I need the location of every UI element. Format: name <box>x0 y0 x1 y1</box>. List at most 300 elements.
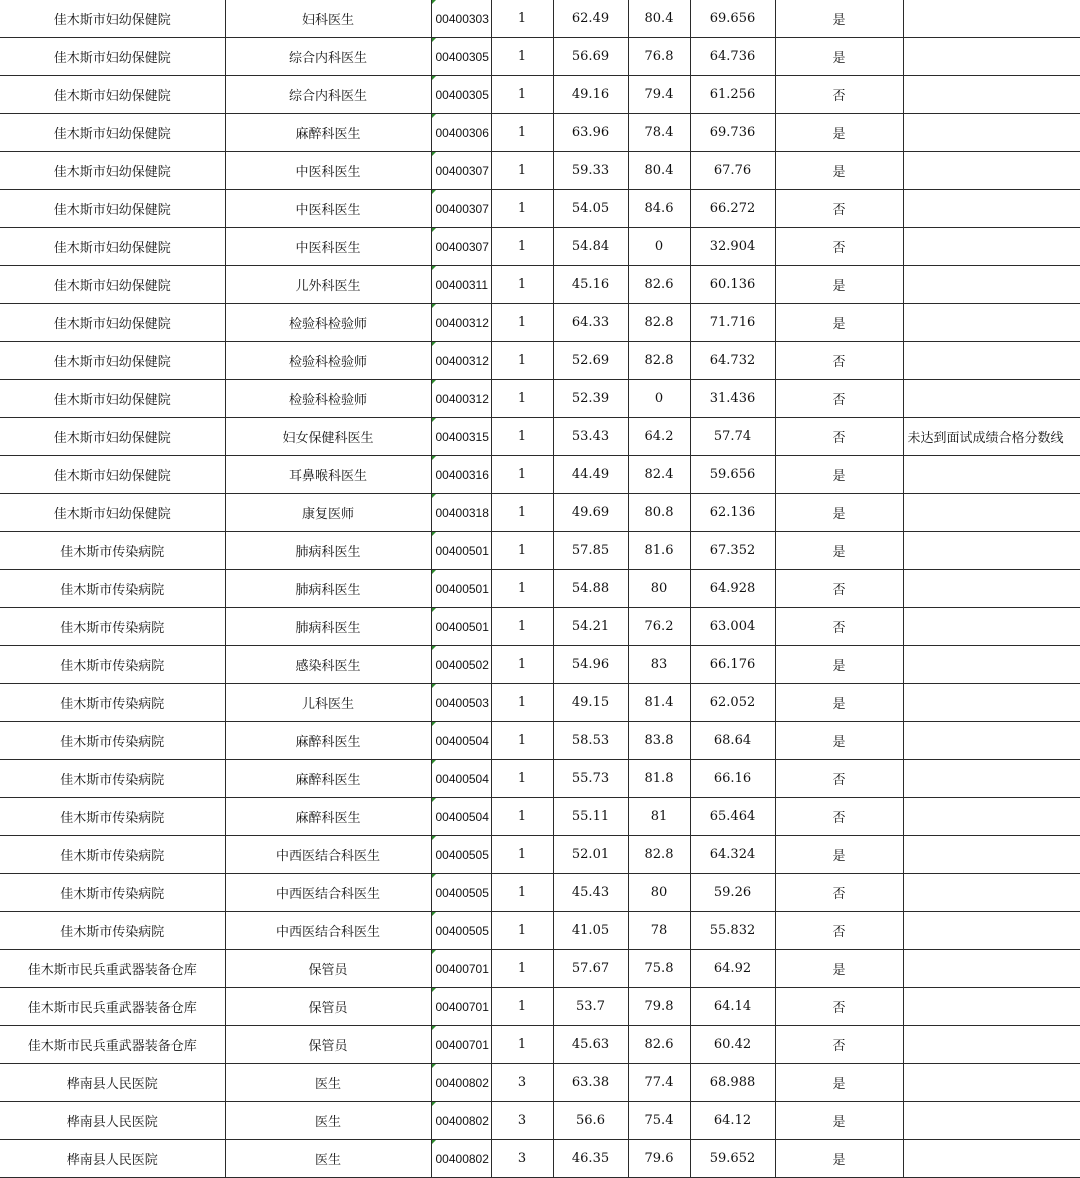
written-score-cell[interactable]: 45.43 <box>553 874 628 912</box>
position-code-cell[interactable]: 00400305 <box>431 38 491 76</box>
remarks-cell[interactable] <box>903 950 1080 988</box>
total-score-cell[interactable]: 63.004 <box>690 608 775 646</box>
enters-physical-exam-cell[interactable]: 是 <box>775 684 903 722</box>
written-score-cell[interactable]: 46.35 <box>553 1140 628 1178</box>
employer-cell[interactable]: 佳木斯市民兵重武器装备仓库 <box>0 1026 225 1064</box>
position-code-cell[interactable]: 00400501 <box>431 608 491 646</box>
enters-physical-exam-cell[interactable]: 是 <box>775 38 903 76</box>
written-score-cell[interactable]: 52.39 <box>553 380 628 418</box>
employer-cell[interactable]: 佳木斯市妇幼保健院 <box>0 228 225 266</box>
quota-cell[interactable]: 1 <box>491 798 553 836</box>
total-score-cell[interactable]: 60.42 <box>690 1026 775 1064</box>
enters-physical-exam-cell[interactable]: 是 <box>775 836 903 874</box>
position-cell[interactable]: 妇女保健科医生 <box>225 418 431 456</box>
quota-cell[interactable]: 1 <box>491 874 553 912</box>
total-score-cell[interactable]: 68.64 <box>690 722 775 760</box>
interview-score-cell[interactable]: 76.8 <box>628 38 690 76</box>
enters-physical-exam-cell[interactable]: 是 <box>775 1140 903 1178</box>
table-row <box>0 456 1080 494</box>
remarks-cell[interactable] <box>903 532 1080 570</box>
enters-physical-exam-cell[interactable]: 是 <box>775 1064 903 1102</box>
table-row <box>0 646 1080 684</box>
table-row <box>0 418 1080 456</box>
interview-score-cell[interactable]: 80.4 <box>628 0 690 38</box>
written-score-cell[interactable]: 63.96 <box>553 114 628 152</box>
position-cell[interactable]: 麻醉科医生 <box>225 114 431 152</box>
position-code-cell[interactable]: 00400307 <box>431 190 491 228</box>
table-row <box>0 0 1080 38</box>
interview-score-cell[interactable]: 82.8 <box>628 342 690 380</box>
quota-cell[interactable]: 1 <box>491 760 553 798</box>
total-score-cell[interactable]: 69.656 <box>690 0 775 38</box>
remarks-cell[interactable] <box>903 836 1080 874</box>
enters-physical-exam-cell[interactable]: 是 <box>775 722 903 760</box>
table-row <box>0 190 1080 228</box>
position-code-cell[interactable]: 00400802 <box>431 1102 491 1140</box>
quota-cell[interactable]: 1 <box>491 494 553 532</box>
total-score-cell[interactable]: 64.928 <box>690 570 775 608</box>
quota-cell[interactable]: 3 <box>491 1064 553 1102</box>
quota-cell[interactable]: 1 <box>491 342 553 380</box>
total-score-cell[interactable]: 62.136 <box>690 494 775 532</box>
table-row <box>0 1102 1080 1140</box>
employer-cell[interactable]: 桦南县人民医院 <box>0 1064 225 1102</box>
employer-cell[interactable]: 佳木斯市妇幼保健院 <box>0 342 225 380</box>
table-row <box>0 228 1080 266</box>
enters-physical-exam-cell[interactable]: 否 <box>775 380 903 418</box>
enters-physical-exam-cell[interactable]: 是 <box>775 152 903 190</box>
position-code-cell[interactable]: 00400701 <box>431 988 491 1026</box>
total-score-cell[interactable]: 59.26 <box>690 874 775 912</box>
employer-cell[interactable]: 佳木斯市妇幼保健院 <box>0 418 225 456</box>
written-score-cell[interactable]: 53.43 <box>553 418 628 456</box>
employer-cell[interactable]: 佳木斯市传染病院 <box>0 532 225 570</box>
enters-physical-exam-cell[interactable]: 否 <box>775 760 903 798</box>
table-row <box>0 874 1080 912</box>
enters-physical-exam-cell[interactable]: 是 <box>775 532 903 570</box>
enters-physical-exam-cell[interactable]: 否 <box>775 912 903 950</box>
total-score-cell[interactable]: 71.716 <box>690 304 775 342</box>
enters-physical-exam-cell[interactable]: 是 <box>775 304 903 342</box>
quota-cell[interactable]: 1 <box>491 266 553 304</box>
written-score-cell[interactable]: 54.21 <box>553 608 628 646</box>
employer-cell[interactable]: 佳木斯市传染病院 <box>0 608 225 646</box>
written-score-cell[interactable]: 55.11 <box>553 798 628 836</box>
position-code-cell[interactable]: 00400502 <box>431 646 491 684</box>
total-score-cell[interactable]: 66.176 <box>690 646 775 684</box>
interview-score-cell[interactable]: 81.8 <box>628 760 690 798</box>
interview-score-cell[interactable]: 82.6 <box>628 266 690 304</box>
written-score-cell[interactable]: 52.01 <box>553 836 628 874</box>
table-row <box>0 798 1080 836</box>
written-score-cell[interactable]: 57.67 <box>553 950 628 988</box>
total-score-cell[interactable]: 67.76 <box>690 152 775 190</box>
quota-cell[interactable]: 1 <box>491 228 553 266</box>
total-score-cell[interactable]: 59.652 <box>690 1140 775 1178</box>
total-score-cell[interactable]: 64.12 <box>690 1102 775 1140</box>
quota-cell[interactable]: 1 <box>491 456 553 494</box>
position-cell[interactable]: 中西医结合科医生 <box>225 874 431 912</box>
quota-cell[interactable]: 1 <box>491 304 553 342</box>
interview-score-cell[interactable]: 75.8 <box>628 950 690 988</box>
enters-physical-exam-cell[interactable]: 否 <box>775 874 903 912</box>
remarks-cell[interactable] <box>903 152 1080 190</box>
written-score-cell[interactable]: 49.69 <box>553 494 628 532</box>
table-row <box>0 266 1080 304</box>
interview-score-cell[interactable]: 84.6 <box>628 190 690 228</box>
employer-cell[interactable]: 佳木斯市民兵重武器装备仓库 <box>0 988 225 1026</box>
position-code-cell[interactable]: 00400501 <box>431 570 491 608</box>
position-code-cell[interactable]: 00400312 <box>431 342 491 380</box>
position-cell[interactable]: 综合内科医生 <box>225 76 431 114</box>
interview-score-cell[interactable]: 77.4 <box>628 1064 690 1102</box>
remarks-cell[interactable] <box>903 0 1080 38</box>
position-cell[interactable]: 医生 <box>225 1064 431 1102</box>
written-score-cell[interactable]: 54.84 <box>553 228 628 266</box>
interview-score-cell[interactable]: 0 <box>628 228 690 266</box>
interview-score-cell[interactable]: 81 <box>628 798 690 836</box>
employer-cell[interactable]: 佳木斯市传染病院 <box>0 798 225 836</box>
interview-score-cell[interactable]: 82.8 <box>628 304 690 342</box>
enters-physical-exam-cell[interactable]: 是 <box>775 266 903 304</box>
enters-physical-exam-cell[interactable]: 否 <box>775 342 903 380</box>
enters-physical-exam-cell[interactable]: 是 <box>775 0 903 38</box>
employer-cell[interactable]: 佳木斯市传染病院 <box>0 836 225 874</box>
remarks-cell[interactable] <box>903 874 1080 912</box>
remarks-cell[interactable] <box>903 1064 1080 1102</box>
total-score-cell[interactable]: 61.256 <box>690 76 775 114</box>
total-score-cell[interactable]: 64.732 <box>690 342 775 380</box>
interview-score-cell[interactable]: 82.8 <box>628 836 690 874</box>
employer-cell[interactable]: 佳木斯市妇幼保健院 <box>0 152 225 190</box>
position-code-cell[interactable]: 00400504 <box>431 760 491 798</box>
total-score-cell[interactable]: 31.436 <box>690 380 775 418</box>
employer-cell[interactable]: 佳木斯市传染病院 <box>0 912 225 950</box>
remarks-cell[interactable] <box>903 1102 1080 1140</box>
remarks-cell[interactable] <box>903 228 1080 266</box>
remarks-cell[interactable] <box>903 570 1080 608</box>
remarks-cell[interactable] <box>903 342 1080 380</box>
position-cell[interactable]: 麻醉科医生 <box>225 760 431 798</box>
quota-cell[interactable]: 1 <box>491 722 553 760</box>
enters-physical-exam-cell[interactable]: 是 <box>775 646 903 684</box>
table-row <box>0 152 1080 190</box>
quota-cell[interactable]: 1 <box>491 950 553 988</box>
remarks-cell[interactable] <box>903 304 1080 342</box>
interview-score-cell[interactable]: 83.8 <box>628 722 690 760</box>
remarks-cell[interactable]: 未达到面试成绩合格分数线 <box>903 418 1080 456</box>
employer-cell[interactable]: 佳木斯市传染病院 <box>0 722 225 760</box>
employer-cell[interactable]: 佳木斯市妇幼保健院 <box>0 494 225 532</box>
enters-physical-exam-cell[interactable]: 否 <box>775 1026 903 1064</box>
remarks-cell[interactable] <box>903 76 1080 114</box>
written-score-cell[interactable]: 41.05 <box>553 912 628 950</box>
table-row <box>0 76 1080 114</box>
position-code-cell[interactable]: 00400311 <box>431 266 491 304</box>
position-code-cell[interactable]: 00400505 <box>431 836 491 874</box>
enters-physical-exam-cell[interactable]: 否 <box>775 988 903 1026</box>
position-cell[interactable]: 儿外科医生 <box>225 266 431 304</box>
remarks-cell[interactable] <box>903 190 1080 228</box>
quota-cell[interactable]: 1 <box>491 608 553 646</box>
quota-cell[interactable]: 1 <box>491 152 553 190</box>
employer-cell[interactable]: 佳木斯市传染病院 <box>0 874 225 912</box>
position-code-cell[interactable]: 00400505 <box>431 874 491 912</box>
written-score-cell[interactable]: 58.53 <box>553 722 628 760</box>
position-cell[interactable]: 麻醉科医生 <box>225 722 431 760</box>
enters-physical-exam-cell[interactable]: 否 <box>775 76 903 114</box>
total-score-cell[interactable]: 66.16 <box>690 760 775 798</box>
quota-cell[interactable]: 1 <box>491 988 553 1026</box>
employer-cell[interactable]: 佳木斯市妇幼保健院 <box>0 456 225 494</box>
remarks-cell[interactable] <box>903 114 1080 152</box>
interview-score-cell[interactable]: 64.2 <box>628 418 690 456</box>
enters-physical-exam-cell[interactable]: 是 <box>775 494 903 532</box>
remarks-cell[interactable] <box>903 1140 1080 1178</box>
quota-cell[interactable]: 1 <box>491 38 553 76</box>
position-cell[interactable]: 检验科检验师 <box>225 304 431 342</box>
enters-physical-exam-cell[interactable]: 是 <box>775 950 903 988</box>
position-cell[interactable]: 检验科检验师 <box>225 342 431 380</box>
quota-cell[interactable]: 1 <box>491 646 553 684</box>
quota-cell[interactable]: 1 <box>491 836 553 874</box>
written-score-cell[interactable]: 56.6 <box>553 1102 628 1140</box>
written-score-cell[interactable]: 49.15 <box>553 684 628 722</box>
remarks-cell[interactable] <box>903 912 1080 950</box>
table-row <box>0 836 1080 874</box>
written-score-cell[interactable]: 54.88 <box>553 570 628 608</box>
quota-cell[interactable]: 3 <box>491 1140 553 1178</box>
written-score-cell[interactable]: 54.05 <box>553 190 628 228</box>
position-code-cell[interactable]: 00400505 <box>431 912 491 950</box>
remarks-cell[interactable] <box>903 494 1080 532</box>
enters-physical-exam-cell[interactable]: 是 <box>775 456 903 494</box>
position-code-cell[interactable]: 00400503 <box>431 684 491 722</box>
written-score-cell[interactable]: 64.33 <box>553 304 628 342</box>
written-score-cell[interactable]: 54.96 <box>553 646 628 684</box>
position-code-cell[interactable]: 00400318 <box>431 494 491 532</box>
quota-cell[interactable]: 1 <box>491 684 553 722</box>
quota-cell[interactable]: 1 <box>491 1026 553 1064</box>
quota-cell[interactable]: 1 <box>491 570 553 608</box>
written-score-cell[interactable]: 44.49 <box>553 456 628 494</box>
interview-score-cell[interactable]: 76.2 <box>628 608 690 646</box>
total-score-cell[interactable]: 69.736 <box>690 114 775 152</box>
total-score-cell[interactable]: 57.74 <box>690 418 775 456</box>
interview-score-cell[interactable]: 80 <box>628 570 690 608</box>
employer-cell[interactable]: 桦南县人民医院 <box>0 1102 225 1140</box>
position-cell[interactable]: 肺病科医生 <box>225 570 431 608</box>
enters-physical-exam-cell[interactable]: 否 <box>775 570 903 608</box>
total-score-cell[interactable]: 55.832 <box>690 912 775 950</box>
position-cell[interactable]: 保管员 <box>225 950 431 988</box>
quota-cell[interactable]: 1 <box>491 76 553 114</box>
interview-score-cell[interactable]: 80.8 <box>628 494 690 532</box>
interview-score-cell[interactable]: 82.4 <box>628 456 690 494</box>
employer-cell[interactable]: 佳木斯市妇幼保健院 <box>0 190 225 228</box>
position-code-cell[interactable]: 00400501 <box>431 532 491 570</box>
quota-cell[interactable]: 1 <box>491 418 553 456</box>
table-row <box>0 608 1080 646</box>
enters-physical-exam-cell[interactable]: 否 <box>775 608 903 646</box>
quota-cell[interactable]: 1 <box>491 532 553 570</box>
interview-score-cell[interactable]: 80.4 <box>628 152 690 190</box>
written-score-cell[interactable]: 52.69 <box>553 342 628 380</box>
interview-score-cell[interactable]: 75.4 <box>628 1102 690 1140</box>
employer-cell[interactable]: 佳木斯市妇幼保健院 <box>0 38 225 76</box>
interview-score-cell[interactable]: 0 <box>628 380 690 418</box>
position-cell[interactable]: 综合内科医生 <box>225 38 431 76</box>
total-score-cell[interactable]: 65.464 <box>690 798 775 836</box>
employer-cell[interactable]: 桦南县人民医院 <box>0 1140 225 1178</box>
employer-cell[interactable]: 佳木斯市妇幼保健院 <box>0 76 225 114</box>
employer-cell[interactable]: 佳木斯市传染病院 <box>0 684 225 722</box>
remarks-cell[interactable] <box>903 988 1080 1026</box>
employer-cell[interactable]: 佳木斯市传染病院 <box>0 570 225 608</box>
remarks-cell[interactable] <box>903 380 1080 418</box>
interview-score-cell[interactable]: 79.6 <box>628 1140 690 1178</box>
position-cell[interactable]: 检验科检验师 <box>225 380 431 418</box>
position-code-cell[interactable]: 00400701 <box>431 950 491 988</box>
position-code-cell[interactable]: 00400307 <box>431 152 491 190</box>
position-cell[interactable]: 妇科医生 <box>225 0 431 38</box>
position-code-cell[interactable]: 00400307 <box>431 228 491 266</box>
position-code-cell[interactable]: 00400305 <box>431 76 491 114</box>
quota-cell[interactable]: 1 <box>491 380 553 418</box>
total-score-cell[interactable]: 32.904 <box>690 228 775 266</box>
total-score-cell[interactable]: 64.324 <box>690 836 775 874</box>
position-cell[interactable]: 肺病科医生 <box>225 608 431 646</box>
table-row <box>0 1026 1080 1064</box>
position-code-cell[interactable]: 00400802 <box>431 1140 491 1178</box>
table-row <box>0 494 1080 532</box>
employer-cell[interactable]: 佳木斯市妇幼保健院 <box>0 304 225 342</box>
enters-physical-exam-cell[interactable]: 是 <box>775 114 903 152</box>
position-code-cell[interactable]: 00400701 <box>431 1026 491 1064</box>
position-code-cell[interactable]: 00400504 <box>431 798 491 836</box>
employer-cell[interactable]: 佳木斯市妇幼保健院 <box>0 0 225 38</box>
position-cell[interactable]: 耳鼻喉科医生 <box>225 456 431 494</box>
interview-score-cell[interactable]: 78 <box>628 912 690 950</box>
written-score-cell[interactable]: 55.73 <box>553 760 628 798</box>
interview-score-cell[interactable]: 82.6 <box>628 1026 690 1064</box>
position-code-cell[interactable]: 00400504 <box>431 722 491 760</box>
position-cell[interactable]: 中医科医生 <box>225 228 431 266</box>
remarks-cell[interactable] <box>903 38 1080 76</box>
total-score-cell[interactable]: 66.272 <box>690 190 775 228</box>
employer-cell[interactable]: 佳木斯市传染病院 <box>0 760 225 798</box>
remarks-cell[interactable] <box>903 1026 1080 1064</box>
enters-physical-exam-cell[interactable]: 否 <box>775 418 903 456</box>
employer-cell[interactable]: 佳木斯市妇幼保健院 <box>0 266 225 304</box>
written-score-cell[interactable]: 53.7 <box>553 988 628 1026</box>
interview-score-cell[interactable]: 81.4 <box>628 684 690 722</box>
written-score-cell[interactable]: 56.69 <box>553 38 628 76</box>
quota-cell[interactable]: 1 <box>491 912 553 950</box>
remarks-cell[interactable] <box>903 266 1080 304</box>
written-score-cell[interactable]: 45.63 <box>553 1026 628 1064</box>
position-cell[interactable]: 麻醉科医生 <box>225 798 431 836</box>
interview-score-cell[interactable]: 81.6 <box>628 532 690 570</box>
remarks-cell[interactable] <box>903 798 1080 836</box>
table-row <box>0 380 1080 418</box>
table-row <box>0 114 1080 152</box>
position-code-cell[interactable]: 00400306 <box>431 114 491 152</box>
written-score-cell[interactable]: 45.16 <box>553 266 628 304</box>
remarks-cell[interactable] <box>903 760 1080 798</box>
position-cell[interactable]: 儿科医生 <box>225 684 431 722</box>
written-score-cell[interactable]: 63.38 <box>553 1064 628 1102</box>
written-score-cell[interactable]: 57.85 <box>553 532 628 570</box>
employer-cell[interactable]: 佳木斯市民兵重武器装备仓库 <box>0 950 225 988</box>
quota-cell[interactable]: 1 <box>491 114 553 152</box>
written-score-cell[interactable]: 49.16 <box>553 76 628 114</box>
total-score-cell[interactable]: 60.136 <box>690 266 775 304</box>
enters-physical-exam-cell[interactable]: 否 <box>775 190 903 228</box>
written-score-cell[interactable]: 59.33 <box>553 152 628 190</box>
total-score-cell[interactable]: 64.92 <box>690 950 775 988</box>
employer-cell[interactable]: 佳木斯市传染病院 <box>0 646 225 684</box>
total-score-cell[interactable]: 67.352 <box>690 532 775 570</box>
interview-score-cell[interactable]: 80 <box>628 874 690 912</box>
position-cell[interactable]: 中医科医生 <box>225 190 431 228</box>
position-cell[interactable]: 中西医结合科医生 <box>225 912 431 950</box>
position-code-cell[interactable]: 00400315 <box>431 418 491 456</box>
position-cell[interactable]: 中西医结合科医生 <box>225 836 431 874</box>
position-cell[interactable]: 感染科医生 <box>225 646 431 684</box>
position-code-cell[interactable]: 00400316 <box>431 456 491 494</box>
enters-physical-exam-cell[interactable]: 否 <box>775 798 903 836</box>
enters-physical-exam-cell[interactable]: 是 <box>775 1102 903 1140</box>
written-score-cell[interactable]: 62.49 <box>553 0 628 38</box>
position-code-cell[interactable]: 00400303 <box>431 0 491 38</box>
remarks-cell[interactable] <box>903 456 1080 494</box>
position-code-cell[interactable]: 00400312 <box>431 380 491 418</box>
table-row <box>0 722 1080 760</box>
total-score-cell[interactable]: 62.052 <box>690 684 775 722</box>
position-cell[interactable]: 肺病科医生 <box>225 532 431 570</box>
table-row <box>0 304 1080 342</box>
position-code-cell[interactable]: 00400802 <box>431 1064 491 1102</box>
position-cell[interactable]: 医生 <box>225 1102 431 1140</box>
interview-score-cell[interactable]: 79.8 <box>628 988 690 1026</box>
total-score-cell[interactable]: 59.656 <box>690 456 775 494</box>
position-cell[interactable]: 保管员 <box>225 988 431 1026</box>
employer-cell[interactable]: 佳木斯市妇幼保健院 <box>0 114 225 152</box>
position-cell[interactable]: 保管员 <box>225 1026 431 1064</box>
quota-cell[interactable]: 3 <box>491 1102 553 1140</box>
remarks-cell[interactable] <box>903 646 1080 684</box>
remarks-cell[interactable] <box>903 608 1080 646</box>
remarks-cell[interactable] <box>903 722 1080 760</box>
position-cell[interactable]: 医生 <box>225 1140 431 1178</box>
interview-score-cell[interactable]: 79.4 <box>628 76 690 114</box>
total-score-cell[interactable]: 64.736 <box>690 38 775 76</box>
position-code-cell[interactable]: 00400312 <box>431 304 491 342</box>
enters-physical-exam-cell[interactable]: 否 <box>775 228 903 266</box>
total-score-cell[interactable]: 68.988 <box>690 1064 775 1102</box>
quota-cell[interactable]: 1 <box>491 190 553 228</box>
quota-cell[interactable]: 1 <box>491 0 553 38</box>
employer-cell[interactable]: 佳木斯市妇幼保健院 <box>0 380 225 418</box>
interview-score-cell[interactable]: 78.4 <box>628 114 690 152</box>
total-score-cell[interactable]: 64.14 <box>690 988 775 1026</box>
interview-score-cell[interactable]: 83 <box>628 646 690 684</box>
position-cell[interactable]: 康复医师 <box>225 494 431 532</box>
remarks-cell[interactable] <box>903 684 1080 722</box>
position-cell[interactable]: 中医科医生 <box>225 152 431 190</box>
table-row <box>0 684 1080 722</box>
